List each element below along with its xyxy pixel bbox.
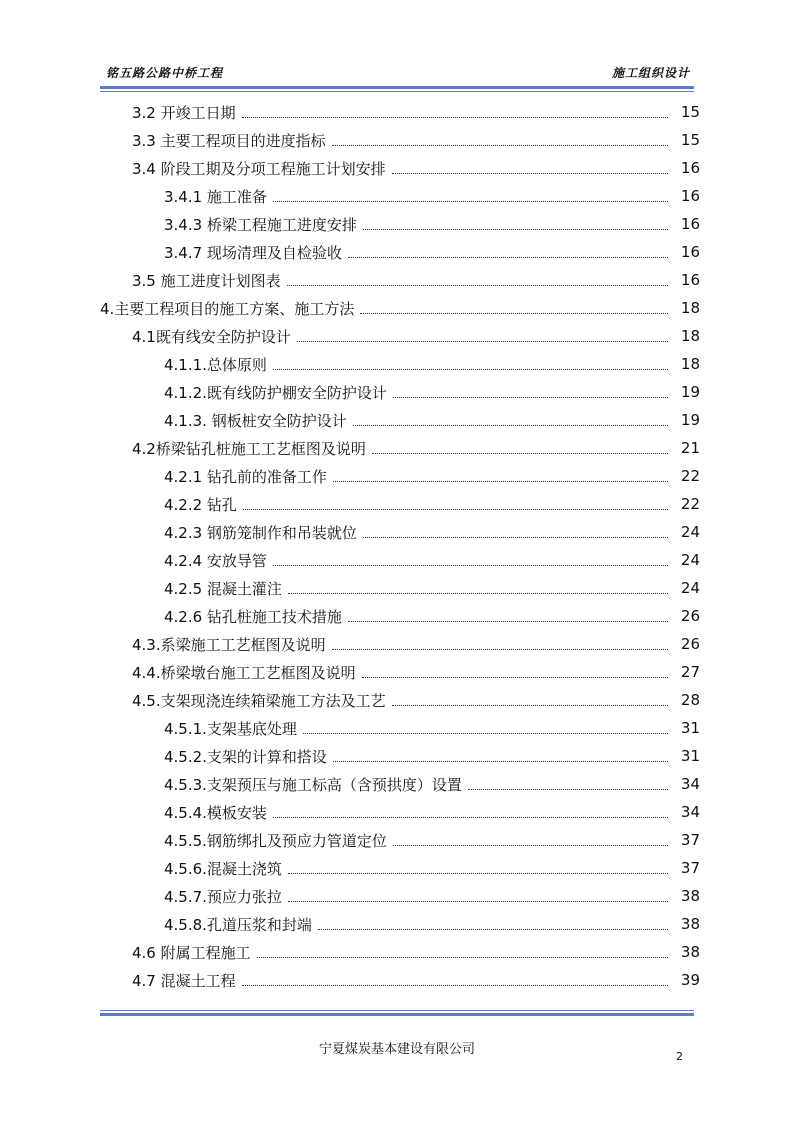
- toc-entry[interactable]: [164, 378, 700, 406]
- toc-entry-page: 18: [680, 355, 700, 373]
- toc-entry[interactable]: [164, 602, 700, 630]
- toc-entry-title: 4.2.2 钻孔: [164, 495, 237, 514]
- footer-rule-thick: [100, 1013, 694, 1016]
- toc-entry-page: 24: [680, 551, 700, 569]
- toc-dot-leader: [392, 705, 668, 706]
- toc-entry[interactable]: [132, 98, 700, 126]
- toc-dot-leader: [318, 929, 668, 930]
- toc-entry-page: 15: [680, 131, 700, 149]
- toc-entry[interactable]: [164, 182, 700, 210]
- toc-dot-leader: [243, 509, 668, 510]
- toc-entry-title: 4.1既有线安全防护设计: [132, 327, 291, 346]
- toc-entry-page: 16: [680, 243, 700, 261]
- toc-entry[interactable]: [132, 154, 700, 182]
- toc-entry-title: 4.2桥梁钻孔桩施工工艺框图及说明: [132, 439, 366, 458]
- toc-entry-title: 3.3 主要工程项目的进度指标: [132, 131, 326, 150]
- toc-entry-title: 4.2.6 钻孔桩施工技术措施: [164, 607, 342, 626]
- toc-entry[interactable]: [164, 406, 700, 434]
- header-document-title: 施工组织设计: [611, 66, 690, 80]
- toc-entry[interactable]: [132, 966, 700, 994]
- toc-entry[interactable]: [164, 350, 700, 378]
- toc-entry-page: 34: [680, 775, 700, 793]
- toc-entry-page: 28: [680, 691, 700, 709]
- toc-entry[interactable]: [164, 798, 700, 826]
- toc-entry-title: 4.2.5 混凝土灌注: [164, 579, 282, 598]
- toc-dot-leader: [303, 733, 668, 734]
- toc-dot-leader: [372, 453, 668, 454]
- toc-dot-leader: [332, 649, 668, 650]
- footer-company-name: 宁夏煤炭基本建设有限公司: [318, 1042, 475, 1057]
- toc-dot-leader: [392, 173, 668, 174]
- toc-entry[interactable]: [164, 210, 700, 238]
- toc-entry-title: 4.6 附属工程施工: [132, 943, 251, 962]
- header-rule-thin: [100, 91, 694, 92]
- toc-entry-page: 21: [680, 439, 700, 457]
- toc-dot-leader: [288, 873, 668, 874]
- toc-dot-leader: [273, 201, 668, 202]
- toc-dot-leader: [468, 789, 668, 790]
- toc-entry-title: 4.5.1.支架基底处理: [164, 719, 297, 738]
- header-rule-thick: [100, 86, 694, 89]
- toc-entry-title: 4.5.3.支架预压与施工标高（含预拱度）设置: [164, 775, 462, 794]
- toc-entry-page: 22: [680, 495, 700, 513]
- toc-entry-page: 22: [680, 467, 700, 485]
- toc-entry-page: 37: [680, 859, 700, 877]
- toc-entry[interactable]: [164, 546, 700, 574]
- toc-entry-title: 4.1.1.总体原则: [164, 355, 267, 374]
- toc-entry-page: 16: [680, 215, 700, 233]
- toc-entry-title: 4.1.2.既有线防护棚安全防护设计: [164, 383, 387, 402]
- toc-dot-leader: [363, 537, 668, 538]
- toc-dot-leader: [332, 145, 668, 146]
- toc-entry-title: 4.主要工程项目的施工方案、施工方法: [100, 299, 355, 318]
- toc-entry-title: 4.5.8.孔道压浆和封端: [164, 915, 312, 934]
- toc-entry[interactable]: [132, 630, 700, 658]
- toc-entry-title: 3.4.3 桥梁工程施工进度安排: [164, 215, 357, 234]
- toc-entry-page: 16: [680, 271, 700, 289]
- toc-entry[interactable]: [132, 686, 700, 714]
- toc-entry-page: 34: [680, 803, 700, 821]
- toc-entry[interactable]: [132, 322, 700, 350]
- toc-entry-page: 19: [680, 411, 700, 429]
- toc-entry-title: 4.7 混凝土工程: [132, 971, 236, 990]
- toc-entry-page: 15: [680, 103, 700, 121]
- toc-entry-title: 3.4 阶段工期及分项工程施工计划安排: [132, 159, 386, 178]
- toc-entry[interactable]: [132, 266, 700, 294]
- toc-entry-page: 26: [680, 635, 700, 653]
- toc-entry-title: 4.5.5.钢筋绑扎及预应力管道定位: [164, 831, 387, 850]
- toc-dot-leader: [297, 341, 668, 342]
- toc-dot-leader: [242, 117, 668, 118]
- toc-entry[interactable]: [164, 826, 700, 854]
- toc-dot-leader: [333, 761, 668, 762]
- toc-entry-title: 4.2.4 安放导管: [164, 551, 267, 570]
- toc-dot-leader: [288, 901, 668, 902]
- page-header: [100, 62, 694, 84]
- toc-entry[interactable]: [100, 294, 700, 322]
- toc-dot-leader: [288, 593, 668, 594]
- toc-entry[interactable]: [164, 462, 700, 490]
- toc-entry[interactable]: [164, 574, 700, 602]
- toc-entry-title: 4.2.3 钢筋笼制作和吊装就位: [164, 523, 357, 542]
- toc-entry-title: 4.5.6.混凝土浇筑: [164, 859, 282, 878]
- toc-entry[interactable]: [164, 238, 700, 266]
- toc-entry-page: 18: [680, 327, 700, 345]
- toc-entry[interactable]: [132, 434, 700, 462]
- toc-entry[interactable]: [164, 490, 700, 518]
- toc-dot-leader: [348, 621, 668, 622]
- toc-dot-leader: [353, 425, 668, 426]
- toc-entry[interactable]: [132, 126, 700, 154]
- toc-entry-page: 24: [680, 523, 700, 541]
- toc-entry-page: 37: [680, 831, 700, 849]
- toc-entry[interactable]: [164, 854, 700, 882]
- toc-entry-page: 39: [680, 971, 700, 989]
- toc-entry-title: 3.5 施工进度计划图表: [132, 271, 281, 290]
- toc-entry-title: 4.5.4.模板安装: [164, 803, 267, 822]
- toc-entry[interactable]: [164, 770, 700, 798]
- footer-page-number: 2: [676, 1050, 683, 1063]
- toc-entry-title: 4.5.7.预应力张拉: [164, 887, 282, 906]
- toc-entry-title: 4.5.支架现浇连续箱梁施工方法及工艺: [132, 691, 386, 710]
- toc-entry-page: 31: [680, 719, 700, 737]
- toc-entry[interactable]: [132, 938, 700, 966]
- toc-entry-page: 38: [680, 943, 700, 961]
- toc-entry-title: 3.4.7 现场清理及自检验收: [164, 243, 342, 262]
- toc-entry[interactable]: [164, 742, 700, 770]
- toc-dot-leader: [348, 257, 668, 258]
- toc-entry-page: 19: [680, 383, 700, 401]
- toc-entry-page: 16: [680, 187, 700, 205]
- toc-entry-page: 27: [680, 663, 700, 681]
- toc-dot-leader: [273, 817, 668, 818]
- toc-entry-page: 38: [680, 887, 700, 905]
- toc-entry[interactable]: [164, 882, 700, 910]
- toc-dot-leader: [362, 677, 668, 678]
- toc-dot-leader: [273, 369, 668, 370]
- header-project-title: 铭五路公路中桥工程: [106, 66, 224, 80]
- toc-entry[interactable]: [132, 658, 700, 686]
- toc-dot-leader: [363, 229, 668, 230]
- toc-dot-leader: [333, 481, 668, 482]
- toc-entry-title: 3.2 开竣工日期: [132, 103, 236, 122]
- toc-entry-page: 38: [680, 915, 700, 933]
- toc-entry-page: 24: [680, 579, 700, 597]
- toc-entry-page: 26: [680, 607, 700, 625]
- toc-entry[interactable]: [164, 910, 700, 938]
- toc-entry[interactable]: [164, 518, 700, 546]
- toc-entry-page: 16: [680, 159, 700, 177]
- toc-dot-leader: [287, 285, 668, 286]
- toc-entry-title: 4.4.桥梁墩台施工工艺框图及说明: [132, 663, 356, 682]
- toc-entry-title: 4.2.1 钻孔前的准备工作: [164, 467, 327, 486]
- toc-dot-leader: [393, 845, 668, 846]
- toc-entry[interactable]: [164, 714, 700, 742]
- toc-entry-title: 4.3.系梁施工工艺框图及说明: [132, 635, 326, 654]
- toc-entry-title: 3.4.1 施工准备: [164, 187, 267, 206]
- toc-entry-page: 31: [680, 747, 700, 765]
- footer-rule-thin: [100, 1010, 694, 1011]
- toc-entry-title: 4.5.2.支架的计算和搭设: [164, 747, 327, 766]
- toc-dot-leader: [257, 957, 668, 958]
- toc-entry-title: 4.1.3. 钢板桩安全防护设计: [164, 411, 347, 430]
- toc-entry-page: 18: [680, 299, 700, 317]
- toc-dot-leader: [393, 397, 668, 398]
- toc-dot-leader: [242, 985, 668, 986]
- toc-dot-leader: [360, 313, 668, 314]
- toc-dot-leader: [273, 565, 668, 566]
